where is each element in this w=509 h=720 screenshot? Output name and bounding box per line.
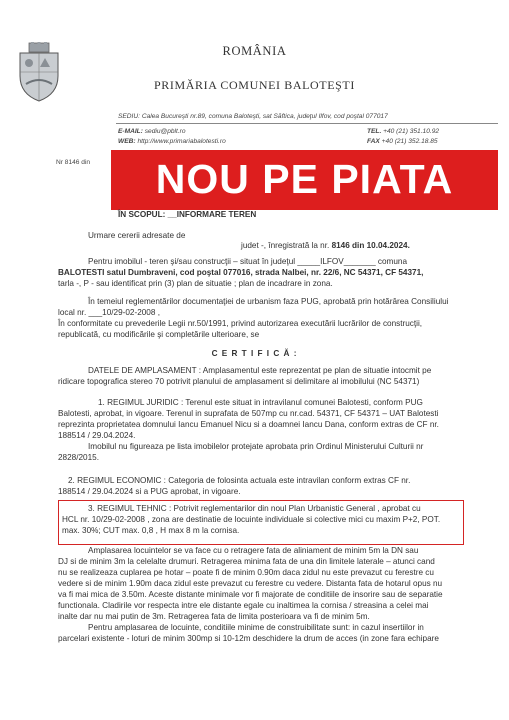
- web-row: [118, 138, 226, 145]
- header-divider: [116, 123, 498, 124]
- web-link[interactable]: http://www.primariabalotesti.ro: [137, 138, 226, 145]
- country-name: ROMÂNIA: [222, 44, 287, 58]
- fax-value: +40 (21) 352.18.85: [381, 138, 438, 145]
- technical-line-3: max. 30%; CUT max. 0,8 , H max 8 m la cornisa.: [62, 526, 240, 535]
- tel-value: +40 (21) 351.10.92: [383, 128, 440, 135]
- fax-row: [367, 138, 438, 145]
- property-line-1: Pentru imobilul - teren şi/sau construcţii – situat în judeţul _____ILFOV_______ comuna: [88, 257, 408, 266]
- legal-line-1: 1. REGIMUL JURIDIC : Terenul este situat in intravilanul comunei Balotesti, conform PUG: [98, 398, 423, 407]
- economic-regime: [58, 475, 462, 497]
- legal-line-5: Imobilul nu figureaza pe lista imobilelor protejate aprobata prin Ordinul Ministerului Culturii nr: [88, 442, 424, 451]
- email-link[interactable]: sediu@pblt.ro: [144, 128, 186, 135]
- location-line-2: ridicare topografica stereo 70 potrivit planului de amplasament si delimitare al imobilului (NC 54371): [58, 377, 420, 386]
- property-line-3: tarla -, P - sau identificat prin (3) plan de situatie ; plan de incadrare in zona.: [58, 279, 333, 288]
- request-registration: judet -, înregistrată la nr.: [241, 241, 332, 250]
- certifies-heading: C E R T I F I C Ă :: [211, 349, 298, 358]
- body-line-2: DJ si de minim 3m la celelalte drumuri. Retragerea minima fata de una din limitele laterale – atunci cand: [58, 557, 435, 566]
- economic-line-1: 2. REGIMUL ECONOMIC : Categoria de folosinta actuala este intravilan conform extras CF nr.: [68, 476, 411, 485]
- legal-line-3: reprezinta proprietatea domnului Iancu Emanuel Nicu si a doamnei Iancu Dana, conform extras de CF nr.: [58, 420, 439, 429]
- technical-line-2: HCL nr. 10/29-02-2008 , zona are destinatie de locuinte individuale si colective mici cu maxim P+2, POT.: [62, 515, 441, 524]
- legal-line-2: Balotesti, aprobat, in vigoare. Terenul in suprafata de 507mp cu nr.cad. 54371, CF 54371 – UAT Balotesti: [58, 409, 439, 418]
- basis-line-3: În conformitate cu prevederile Legii nr.50/1991, privind autorizarea executării lucrărilor de construcţii,: [58, 319, 423, 328]
- basis-line-2: local nr. ___10/29-02-2008 ,: [58, 308, 160, 317]
- request-line-1: Urmare cererii adresate de: [88, 231, 186, 240]
- legal-regime: [58, 397, 462, 463]
- legal-line-6: 2828/2015.: [58, 453, 99, 462]
- email-row: [118, 128, 186, 135]
- location-paragraph: [58, 365, 462, 387]
- fax-label: FAX: [367, 138, 380, 145]
- technical-regime: [62, 503, 460, 536]
- request-line-2: [241, 240, 410, 251]
- body-line-4: vedere si de minim 1.90m daca zidul este prevazut cu ferestre cu vedere. Distanta fata de hotarul opus nu: [58, 579, 443, 588]
- address-line: SEDIU: Calea Bucureşti nr.89, comuna Baloteşti, sat Săftica, judeţul Ilfov, cod poştal 077017: [118, 113, 388, 120]
- body-line-3: nu se realizeaza cuplarea pe hotar – poate fi de minim 0.90m daca zidul nu este prevazut cu ferestre cu: [58, 568, 434, 577]
- body-line-9: parcelari existente - loturi de minim 300mp si 10-12m deschidere la drum de acces (in zone fara echipare: [58, 634, 439, 643]
- basis-line-1: În temeiul reglementărilor documentaţiei de urbanism faza PUG, aprobată prin hotărârea Consiliului: [88, 297, 449, 306]
- body-line-5: va fi mai mica de 3.50m. Aceste distante minimale vor fi majorate de conditiile de insorire sau de separatie: [58, 590, 443, 599]
- economic-line-2: 188514 / 29.04.2024 si a PUG aprobat, in vigoare.: [58, 487, 241, 496]
- tel-label: TEL.: [367, 128, 382, 135]
- property-line-2: BALOTESTI satul Dumbraveni, cod poştal 077016, strada Nalbei, nr. 22/6, NC 54371, CF 54371,: [58, 268, 424, 277]
- banner-text: NOU PE PIATA: [155, 156, 454, 202]
- body-paragraph: [58, 545, 462, 644]
- body-line-6: functionala. Cladirile vor respecta intre ele distante egale cu inaltimea la cornisa / streasina a celei mai: [58, 601, 429, 610]
- document-number: Nr 8146 din: [56, 159, 91, 166]
- email-label: E-MAIL:: [118, 128, 143, 135]
- body-line-7: inalte dar nu mai putin de 3m. Retragerea fata de limita posterioara va fi de minim 5m.: [58, 612, 370, 621]
- property-paragraph: [58, 256, 462, 289]
- location-line-1: DATELE DE AMPLASAMENT : Amplasamentul este reprezentat pe plan de situatie intocmit pe: [88, 366, 432, 375]
- basis-paragraph: [58, 296, 462, 340]
- basis-line-4: republicată, cu modificările şi completările ulterioare, se: [58, 330, 260, 339]
- tel-row: [367, 128, 439, 135]
- scope-line: ÎN SCOPUL: __INFORMARE TEREN: [118, 210, 257, 219]
- body-line-1: Amplasarea locuintelor se va face cu o retragere fata de aliniament de minim 5m la DN sau: [88, 546, 419, 555]
- legal-line-4: 188514 / 29.04.2024.: [58, 431, 136, 440]
- web-label: WEB:: [118, 138, 136, 145]
- request-number: 8146 din 10.04.2024.: [331, 241, 410, 250]
- institution-name: PRIMĂRIA COMUNEI BALOTEŞTI: [154, 78, 355, 92]
- technical-line-1: 3. REGIMUL TEHNIC : Potrivit reglementarilor din noul Plan Urbanistic General , aprobat cu: [88, 504, 421, 513]
- body-line-8: Pentru amplasarea de locuinte, conditiile minime de construibilitate sunt: in cazul insertiilor in: [88, 623, 424, 632]
